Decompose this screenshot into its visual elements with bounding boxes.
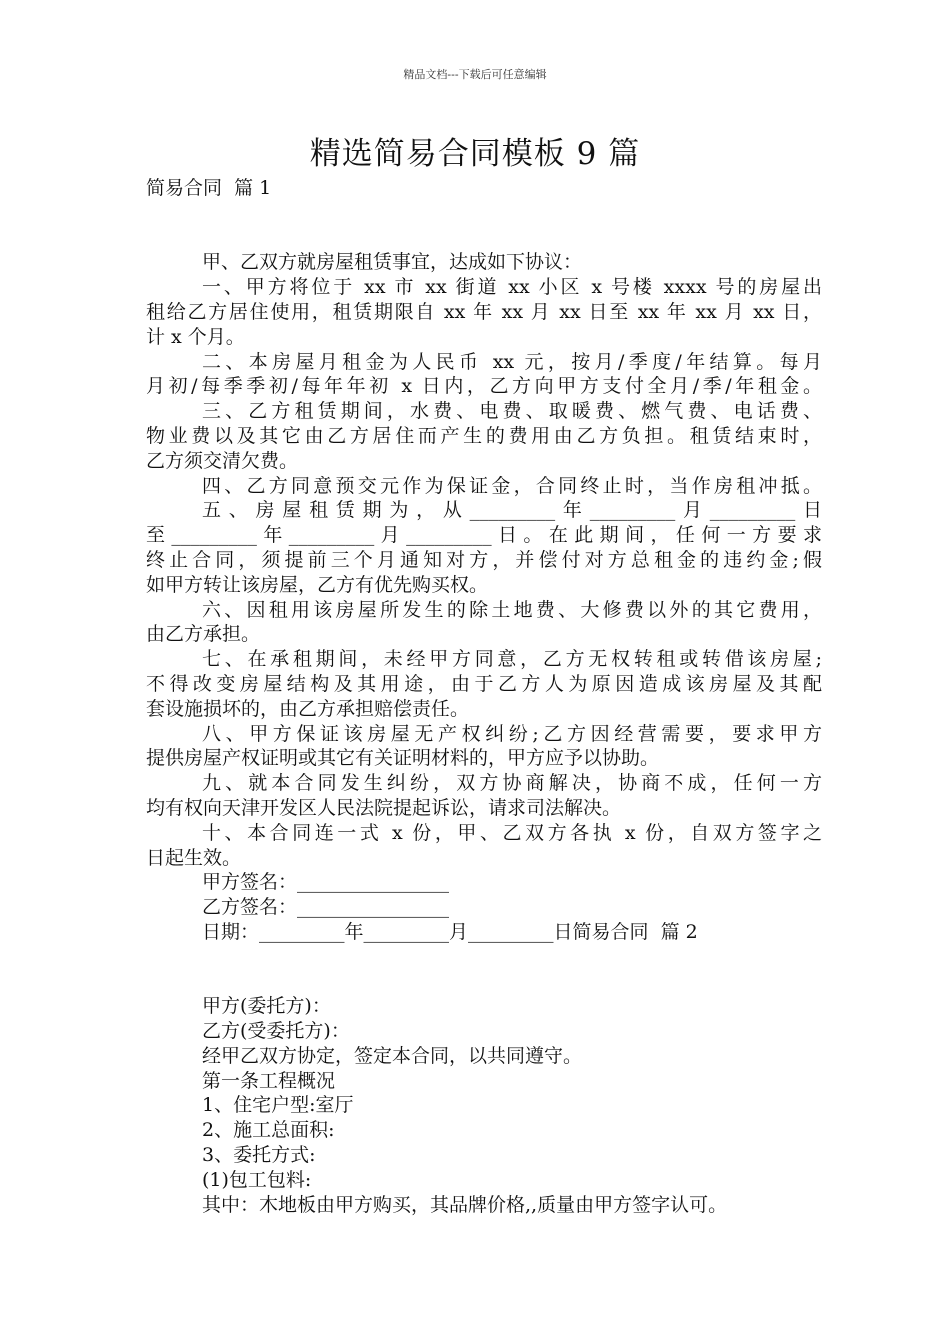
text-line: 日起生效。 bbox=[146, 846, 242, 869]
text-line: 由乙方承担。 bbox=[146, 623, 261, 646]
page-header: 精品文档---下载后可任意编辑 bbox=[403, 68, 547, 81]
document-title: 精选简易合同模板 9 篇 bbox=[309, 136, 641, 172]
spacer bbox=[146, 201, 822, 251]
text-line: 1、住宅户型:室厅 bbox=[202, 1094, 354, 1117]
text-line: (1)包工包料: bbox=[202, 1168, 312, 1191]
text-line: 计 x 个月。 bbox=[146, 325, 245, 348]
text-line: 月初/每季季初/每年年初 x 日内，乙方向甲方支付全月/季/年租金。 bbox=[146, 375, 822, 398]
text-line: 一、甲方将位于 xx 市 xx 街道 xx 小区 x 号楼 xxxx 号的房屋出 bbox=[202, 276, 822, 299]
text-line: 甲、乙双方就房屋租赁事宜，达成如下协议： bbox=[202, 251, 583, 274]
section-1-contract bbox=[146, 250, 822, 944]
text-line: 租给乙方居住使用，租赁期限自 xx 年 xx 月 xx 日至 xx 年 xx 月 xx 日， bbox=[146, 300, 822, 323]
text-line: 2、施工总面积: bbox=[202, 1119, 335, 1142]
text-line: 经甲乙双方协定，签定本合同，以共同遵守。 bbox=[202, 1044, 583, 1067]
text-line: 四、乙方同意预交元作为保证金，合同终止时，当作房租冲抵。 bbox=[202, 474, 822, 497]
text-line: 如甲方转让该房屋，乙方有优先购买权。 bbox=[146, 573, 489, 596]
text-line: 均有权向天津开发区人民法院提起诉讼，请求司法解决。 bbox=[146, 796, 622, 819]
text-line: 物业费以及其它由乙方居住而产生的费用由乙方负担。租赁结束时， bbox=[146, 424, 822, 447]
text-line: 八、甲方保证该房屋无产权纠纷;乙方因经营需要，要求甲方 bbox=[202, 722, 822, 745]
text-line: 九、就本合同发生纠纷，双方协商解决，协商不成，任何一方 bbox=[202, 772, 822, 795]
text-line: 终止合同，须提前三个月通知对方，并偿付对方总租金的违约金;假 bbox=[146, 548, 822, 571]
text-line: 3、委托方式: bbox=[202, 1144, 316, 1167]
text-line: 五、房屋租赁期为，从_________年_________月_________日 bbox=[202, 499, 822, 522]
text-line: 甲方签名：________________ bbox=[202, 871, 450, 894]
text-line: 其中：木地板由甲方购买，其品牌价格,,质量由甲方签字认可。 bbox=[202, 1193, 728, 1216]
section-2-contract bbox=[146, 994, 822, 1217]
text-line: 第一条工程概况 bbox=[202, 1069, 336, 1092]
text-line: 日期：_________年_________月_________日简易合同 篇 2 bbox=[202, 920, 698, 943]
text-line: 乙方(受委托方)： bbox=[202, 1020, 350, 1043]
text-line: 乙方须交清欠费。 bbox=[146, 449, 299, 472]
text-line: 提供房屋产权证明或其它有关证明材料的，甲方应予以协助。 bbox=[146, 747, 660, 770]
text-line: 至_________年_________月_________日。在此期间，任何一方要求 bbox=[146, 524, 822, 547]
text-line: 六、因租用该房屋所发生的除土地费、大修费以外的其它费用， bbox=[202, 598, 822, 621]
text-line: 二、本房屋月租金为人民币 xx 元，按月/季度/年结算。每月 bbox=[202, 350, 822, 373]
section-heading: 简易合同 篇 1 bbox=[146, 177, 272, 199]
spacer bbox=[146, 945, 822, 995]
text-line: 十、本合同连一式 x 份，甲、乙双方各执 x 份，自双方签字之 bbox=[202, 821, 822, 844]
text-line: 乙方签名：________________ bbox=[202, 896, 450, 919]
text-line: 七、在承租期间，未经甲方同意，乙方无权转租或转借该房屋; bbox=[202, 648, 822, 671]
document-body bbox=[146, 176, 822, 1217]
text-line: 不得改变房屋结构及其用途，由于乙方人为原因造成该房屋及其配 bbox=[146, 672, 822, 695]
text-line: 三、乙方租赁期间，水费、电费、取暖费、燃气费、电话费、 bbox=[202, 400, 822, 423]
text-line: 甲方(委托方)： bbox=[202, 995, 331, 1018]
text-line: 套设施损坏的，由乙方承担赔偿责任。 bbox=[146, 697, 470, 720]
